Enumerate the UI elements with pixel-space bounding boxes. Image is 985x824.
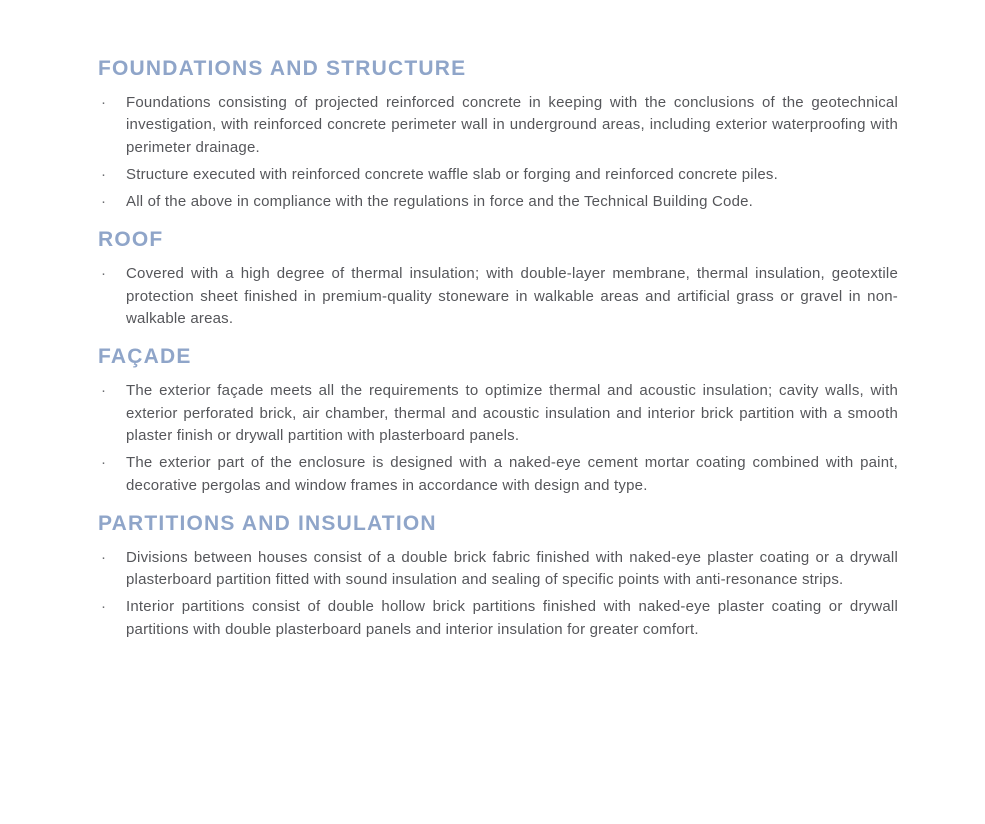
- section-foundations-and-structure: [98, 56, 898, 213]
- bullet-item: [98, 547, 898, 592]
- bullet-icon: ·: [101, 548, 107, 566]
- section-partitions-and-insulation: [98, 511, 898, 641]
- section-facade: [98, 344, 898, 496]
- bullet-item: [98, 380, 898, 447]
- bullet-text: The exterior façade meets all the requirements to optimize thermal and acoustic insulation; cavity walls, with exterior perforated brick, air chamber, thermal and acoustic insulation and interior brick partition with a smooth plaster finish or drywall partition with plasterboard panels.: [126, 382, 898, 444]
- bullet-item: [98, 92, 898, 159]
- bullet-list: [98, 547, 898, 641]
- bullet-icon: ·: [101, 94, 107, 111]
- bullet-text: Foundations consisting of projected reinforced concrete in keeping with the conclusions of the geotechnical investigation, with reinforced concrete perimeter wall in underground areas, including exterior waterproofing with perimeter drainage.: [126, 94, 898, 156]
- bullet-list: [98, 263, 898, 330]
- bullet-item: [98, 164, 898, 186]
- bullet-text: Divisions between houses consist of a double brick fabric finished with naked-eye plaster coating or a drywall plasterboard partition fitted with sound insulation and sealing of specific points with anti-resonance strips.: [126, 548, 898, 589]
- bullet-list: [98, 380, 898, 496]
- bullet-list: [98, 92, 898, 213]
- section-title: FAÇADE: [98, 345, 192, 369]
- bullet-text: Interior partitions consist of double hollow brick partitions finished with naked-eye plaster coating or drywall partitions with double plasterboard panels and interior insulation for greater comfort.: [126, 598, 898, 638]
- bullet-icon: ·: [101, 598, 107, 616]
- bullet-item: [98, 452, 898, 497]
- bullet-icon: ·: [101, 454, 107, 472]
- bullet-icon: ·: [101, 193, 107, 211]
- bullet-item: [98, 263, 898, 330]
- bullet-icon: ·: [101, 265, 107, 283]
- section-title: PARTITIONS AND INSULATION: [98, 511, 437, 535]
- section-title: ROOF: [98, 228, 164, 252]
- bullet-text: The exterior part of the enclosure is designed with a naked-eye cement mortar coating combined with paint, decorative pergolas and window frames in accordance with design and type.: [126, 454, 898, 494]
- bullet-icon: ·: [101, 382, 107, 400]
- bullet-icon: ·: [101, 165, 107, 183]
- bullet-text: Covered with a high degree of thermal insulation; with double-layer membrane, thermal insulation, geotextile protection sheet finished in premium-quality stoneware in walkable areas and artificial grass or gravel in non-walkable areas.: [126, 265, 898, 328]
- bullet-item: [98, 191, 898, 213]
- section-title: FOUNDATIONS AND STRUCTURE: [98, 57, 467, 80]
- bullet-text: All of the above in compliance with the regulations in force and the Technical Building Code.: [126, 193, 754, 211]
- bullet-item: [98, 596, 898, 641]
- bullet-text: Structure executed with reinforced concrete waffle slab or forging and reinforced concrete piles.: [126, 165, 778, 183]
- section-roof: [98, 227, 898, 330]
